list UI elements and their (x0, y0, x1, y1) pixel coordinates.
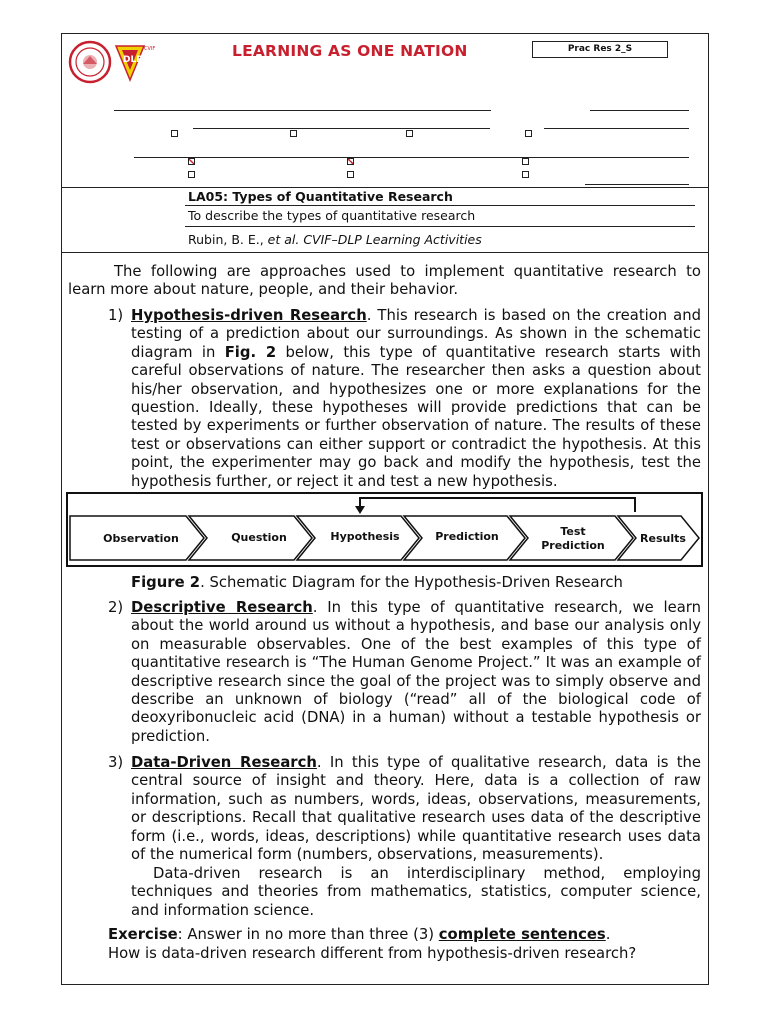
name-line (114, 110, 491, 111)
chevron-test-prediction (510, 516, 633, 560)
step-observation: Observation (103, 532, 179, 545)
exercise-text-a: : Answer in no more than three (3) (177, 926, 439, 943)
checkbox-option-4[interactable] (525, 130, 532, 137)
feedback-arrow-head (355, 506, 365, 514)
step-test: Test (560, 525, 586, 538)
feedback-arrow (360, 498, 635, 512)
page-title: LEARNING AS ONE NATION (232, 42, 468, 60)
reference-source: et al. CVIF–DLP Learning Activities (267, 232, 482, 247)
item-3-body: . In this type of qualitative research, data is the central source of insight and theory. Here, data is a collection of raw information, such as numbers, words, ideas, observations, measurements, or descriptions. Recall that qualitative research uses data of the descriptive form (i.e., words, ideas, descriptions) while quantitative research uses data of the numerical form (numbers, observations, measurements). (131, 754, 701, 864)
section-line-a (193, 128, 490, 129)
subject-code-box: Prac Res 2_S (532, 41, 668, 58)
activity-reference (188, 232, 482, 247)
options-line (134, 157, 689, 158)
item-1-number: 1) (108, 307, 124, 324)
item-3-para2-text: Data-driven research is an interdisciplinary method, employing techniques and theories from mathematics, statistics, computer science, and information science. (131, 865, 701, 919)
checkbox-activity-type-5[interactable] (347, 171, 354, 178)
diagram-svg (68, 494, 701, 565)
exercise-emphasis: complete sentences (438, 926, 606, 943)
exercise-instruction (108, 926, 701, 944)
item-1-body-a: . This research is based on the creation and testing of a prediction about our surroundings. As shown in the schematic diagram in (131, 307, 701, 361)
figure-label: Figure 2 (131, 574, 201, 591)
checkbox-activity-type-6[interactable] (522, 171, 529, 178)
item-2-paragraph (131, 599, 701, 746)
checkbox-option-2[interactable] (290, 130, 297, 137)
exercise-label: Exercise (108, 926, 178, 943)
section-line-b (544, 128, 689, 129)
step-results: Results (640, 532, 686, 545)
checkbox-activity-type-4[interactable] (188, 171, 195, 178)
step-question: Question (231, 531, 287, 544)
hypothesis-diagram (66, 492, 703, 567)
checkbox-activity-type-2[interactable] (347, 158, 354, 165)
step-prediction: Prediction (435, 530, 499, 543)
item-3-paragraph (131, 754, 701, 864)
meta-rule-1 (185, 205, 695, 206)
exercise-text-b: . (605, 926, 611, 943)
meta-rule-2 (185, 226, 695, 227)
item-1-body-b: below, this type of quantitative research starts with careful observations of nature. The researcher then asks a question about his/her observation, and hypothesizes one or more explanations for the question. Ideally, these hypotheses will provide predictions that can be tested by experiments or further observation of nature. The results of these test or observations can either support or contradict the hypothesis. At this point, the experimenter may go back and modify the hypothesis, test the hypothesis further, or reject it and test a new hypothesis. (131, 343, 702, 490)
dlp-logo-text: DLP (123, 55, 143, 65)
school-logos (68, 40, 160, 84)
step-test-prediction: Prediction (541, 539, 605, 552)
figure-caption-text: . Schematic Diagram for the Hypothesis-Driven Research (200, 574, 623, 591)
item-1-paragraph (131, 307, 701, 491)
fig-2-reference: Fig. 2 (224, 343, 277, 361)
meta-bottom-rule (61, 252, 709, 253)
item-2-number: 2) (108, 599, 124, 616)
checkbox-activity-type-1[interactable] (188, 158, 195, 165)
date-line (590, 110, 689, 111)
intro-paragraph (68, 263, 701, 300)
item-3-term: Data-Driven Research (131, 754, 317, 771)
meta-top-rule (61, 187, 709, 188)
checkbox-option-3[interactable] (406, 130, 413, 137)
item-2-term: Descriptive Research (131, 599, 313, 616)
intro-text: The following are approaches used to implement quantitative research to learn more about nature, people, and their behavior. (68, 263, 701, 299)
cvif-logo-text: CVIF (144, 46, 156, 52)
figure-caption (131, 574, 623, 591)
item-3-number: 3) (108, 754, 124, 771)
item-3-paragraph-2 (131, 865, 701, 920)
item-2-body: . In this type of quantitative research, we learn about the world around us without a hypothesis, and base our analysis only on measurable observables. One of the best examples of this type of quantitative research is “The Human Genome Project.” It was an example of descriptive research since the goal of the project was to simply observe and describe an unknown of biology (“read” all of the biological code of deoxyribonucleic acid (DNA) in a human) without a testable hypothesis or prediction. (131, 599, 701, 745)
reference-authors: Rubin, B. E., (188, 232, 268, 247)
step-hypothesis: Hypothesis (330, 530, 400, 543)
score-line (585, 184, 689, 185)
activity-title: LA05: Types of Quantitative Research (188, 189, 453, 204)
checkbox-activity-type-3[interactable] (522, 158, 529, 165)
activity-objective: To describe the types of quantitative research (188, 208, 476, 223)
checkbox-option-1[interactable] (171, 130, 178, 137)
item-1-term: Hypothesis-driven Research (131, 307, 367, 324)
exercise-question: How is data-driven research different from hypothesis-driven research? (108, 945, 637, 962)
